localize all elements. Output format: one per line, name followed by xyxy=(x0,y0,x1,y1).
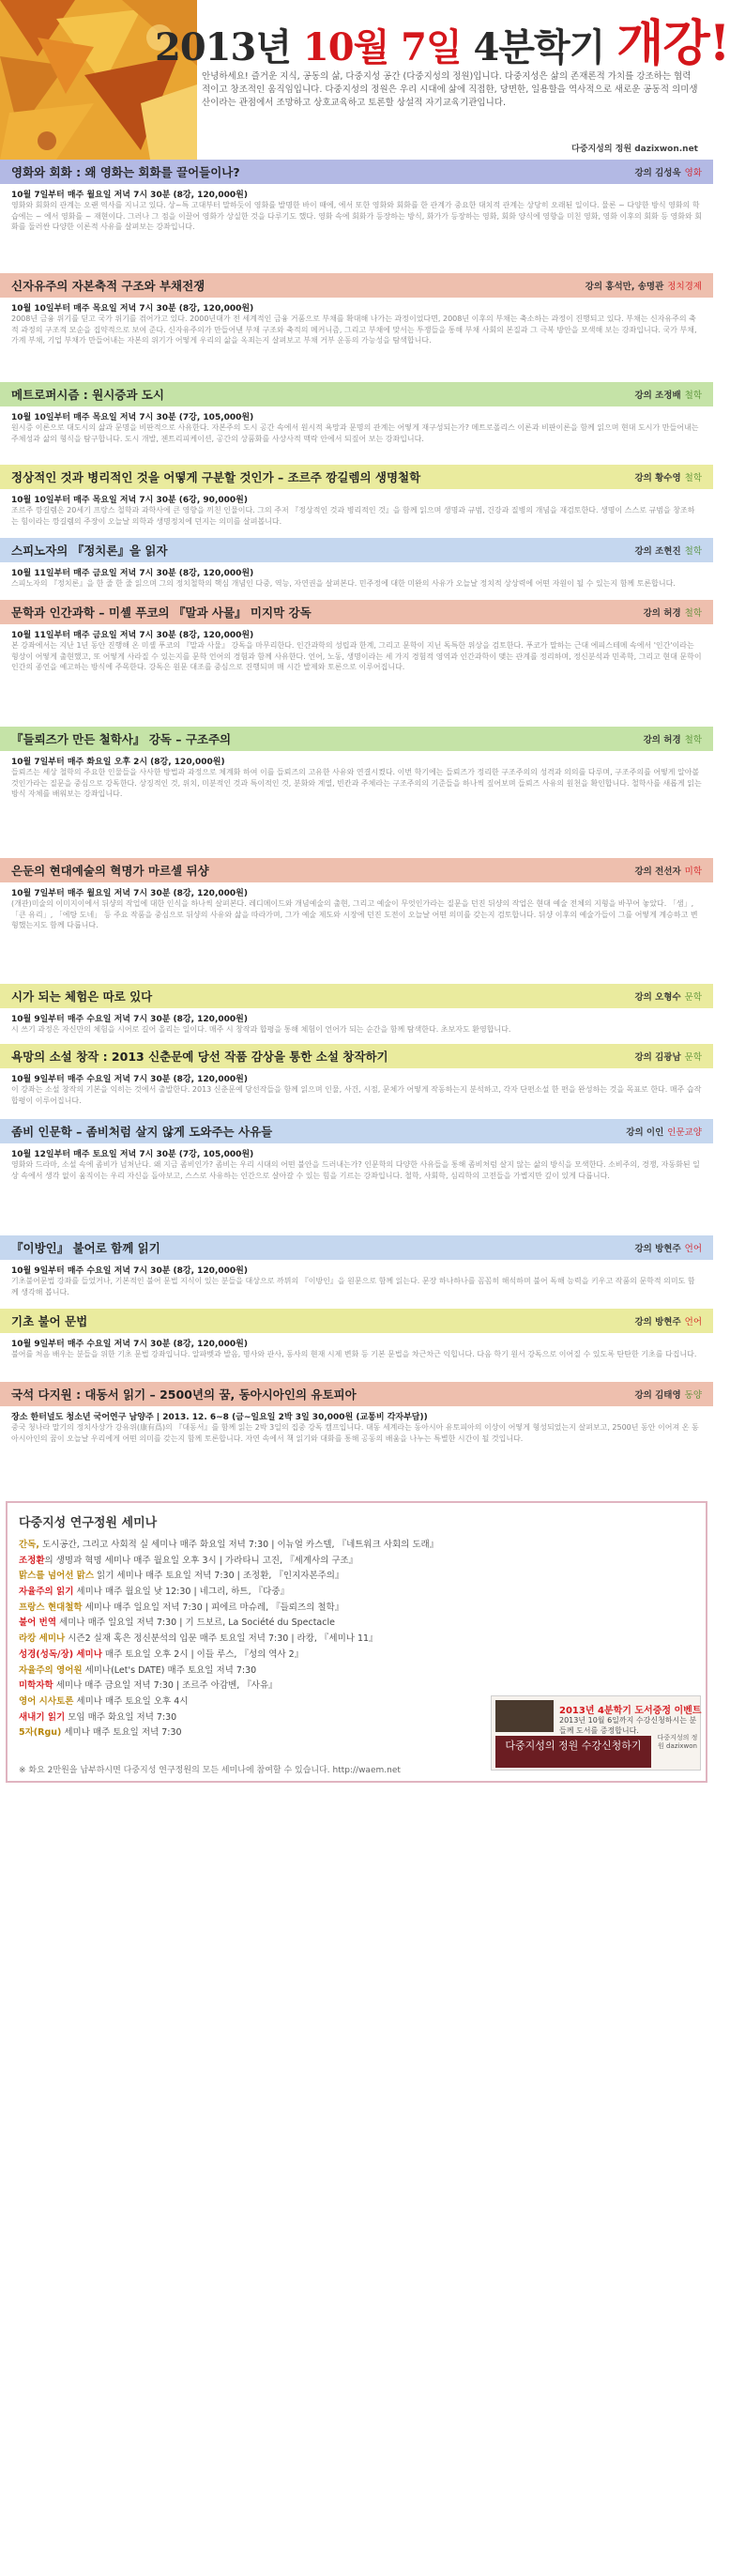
seminar-detail: 의 생명과 혁명 세미나 매주 월요일 오후 3시 | 가라타니 고진, 『세계사의 구조』 xyxy=(44,1555,358,1566)
book-image xyxy=(495,1700,554,1732)
course-section xyxy=(0,160,713,267)
course-category: 동양 xyxy=(684,1390,702,1401)
course-description: 불어를 처음 배우는 분들을 위한 기초 문법 강좌입니다. 알파벳과 발음, 명사와 관사, 동사의 현재 시제 변화 등 기본 문법을 차근차근 익힙니다. 다음 학기 원서 강독으로 이어질 수 있도록 탄탄한 기초를 다집니다. xyxy=(11,1350,697,1358)
course-schedule: 10월 7일부터 매주 월요일 저녁 7시 30분 (8강, 120,000원) xyxy=(11,191,248,200)
course-description: 조르주 깡길렘은 20세기 프랑스 철학과 과학사에 큰 영향을 끼친 인물이다. 그의 주저 『정상적인 것과 병리적인 것』을 함께 읽으며 생명과 규범, 건강과 질병의 개념을 재검토한다. 생명이 스스로 규범을 창조하는 힘이라는 깡길렘의 주장이 오늘날 의학과 생명정치에 던지는 의미를 살펴봅니다. xyxy=(11,506,695,526)
course-description: 본 강좌에서는 지난 1년 동안 진행해 온 미셸 푸코의 『말과 사물』 강독을 마무리한다. 인간과학의 성립과 한계, 그리고 문학이 지닌 독특한 위상을 검토한다. 푸코가 말하는 근대 에피스테메 속에서 '인간'이라는 형상이 어떻게 출현했고, 또 어떻게 사라질 수 있는지를 문학 언어의 경험과 함께 사유한다. 언어, 노동, 생명이라는 세 가지 경험적 영역과 인간과학이 맺는 관계를 정리하며, 정신분석과 민족학, 그리고 현대 문학이 인간의 종언을 예고하는 방식에 주목한다. 강독은 원문 대조를 중심으로 진행되며 매 시간 발제와 토론으로 이루어집니다. xyxy=(11,641,702,671)
course-instructor: 강의 조정배 철학 xyxy=(634,391,702,401)
course-header[interactable] xyxy=(0,538,713,562)
course-schedule: 10월 10일부터 매주 목요일 저녁 7시 30분 (6강, 90,000원) xyxy=(11,496,248,505)
seminar-name: 성경(성독/장) 세미나 xyxy=(19,1648,102,1660)
event-title: 2013년 4분학기 도서증정 이벤트 xyxy=(559,1706,702,1716)
course-description: (개관)미술의 이미지이에서 뒤샹의 작업에 대한 인식을 하나씩 살펴본다. 레디메이드와 개념예술의 출현, 그리고 예술이 무엇인가라는 질문을 던진 뒤샹의 작업은 현대 예술 전체의 지형을 바꾸어 놓았다. 「샘」, 「큰 유리」, 「에탕 도네」 등 주요 작품을 중심으로 뒤샹의 사유와 삶을 따라가며, 그가 예술 제도와 시장에 던진 도전이 오늘날 어떤 의미를 갖는지 검토합니다. 뒤샹 이후의 예술가들이 그를 어떻게 계승하고 변형했는지도 함께 다룹니다. xyxy=(11,899,698,929)
seminar-name: 새내기 읽기 xyxy=(19,1711,66,1723)
course-header[interactable] xyxy=(0,382,713,406)
course-section xyxy=(0,382,713,458)
course-category: 문학 xyxy=(684,992,702,1003)
seminar-detail: 세미나 매주 일요일 저녁 7:30 | 기 드보르, La Société du Spectacle xyxy=(56,1618,335,1629)
course-category: 정치경제 xyxy=(667,282,702,292)
course-category: 철학 xyxy=(684,391,702,401)
seminar-item[interactable] xyxy=(19,1694,479,1710)
course-header[interactable] xyxy=(0,1309,713,1333)
course-section xyxy=(0,1309,713,1375)
course-instructor: 강의 김성욱 영화 xyxy=(634,168,702,178)
course-header[interactable] xyxy=(0,160,713,184)
course-title[interactable]: 국석 다지원 : 대동서 읽기 – 2500년의 꿈, 동아시아인의 유토피아 xyxy=(11,1388,357,1402)
course-category: 철학 xyxy=(684,473,702,483)
course-schedule: 10월 11일부터 매주 금요일 저녁 7시 30분 (8강, 120,000원) xyxy=(11,569,254,578)
seminar-detail: 매주 토요일 오후 2시 | 이들 루스, 『성의 역사 2』 xyxy=(101,1648,304,1660)
seminar-name: 미학자학 xyxy=(19,1680,53,1692)
course-category: 철학 xyxy=(684,546,702,557)
seminar-name: 간독, xyxy=(19,1540,39,1550)
course-section xyxy=(0,1119,713,1229)
seminar-name: 자율주의 읽기 xyxy=(19,1587,74,1598)
course-schedule: 10월 9일부터 매주 수요일 저녁 7시 30분 (8강, 120,000원) xyxy=(11,1266,248,1276)
course-category: 미학 xyxy=(684,866,702,877)
course-title[interactable]: 정상적인 것과 병리적인 것을 어떻게 구분할 것인가 – 조르주 깡길렘의 생명철학 xyxy=(11,470,421,484)
course-instructor: 강의 허경 철학 xyxy=(643,608,702,619)
course-description: 시 쓰기 과정은 자신만의 체험을 시어로 길어 올리는 일이다. 매주 시 창작과 합평을 통해 체험이 언어가 되는 순간을 함께 탐색한다. 초보자도 환영합니다. xyxy=(11,1025,511,1034)
seminar-detail: 세미나 매주 일요일 저녁 7:30 | 피에르 마슈레, 『들뢰즈의 철학』 xyxy=(82,1602,344,1613)
course-title[interactable]: 『이방인』 불어로 함께 읽기 xyxy=(11,1241,160,1255)
course-header[interactable] xyxy=(0,1235,713,1260)
course-title[interactable]: 신자유주의 자본축적 구조와 부채전쟁 xyxy=(11,279,205,293)
course-schedule: 10월 9일부터 매주 수요일 저녁 7시 30분 (8강, 120,000원) xyxy=(11,1075,248,1084)
course-section xyxy=(0,727,713,851)
seminar-item[interactable] xyxy=(19,1600,479,1616)
course-schedule: 10월 7일부터 매주 월요일 저녁 7시 30분 (8강, 120,000원) xyxy=(11,889,248,898)
seminar-name: 5자(Rgu) xyxy=(19,1727,62,1739)
course-description: 중국 청나라 말기의 정치사상가 강유위(康有爲)의 『대동서』를 함께 읽는 2박 3일의 집중 강독 캠프입니다. 대동 세계라는 동아시아 유토피아의 이상이 어떻게 형성되었는지 살펴보고, 2500년 동안 이어져 온 동아시아인의 꿈이 오늘날 우리에게 어떤 의미를 갖는지 함께 토론합니다. 자연 속에서 책 읽기와 대화를 통해 공동의 배움을 나누는 특별한 시간이 될 것입니다. xyxy=(11,1423,699,1443)
course-instructor: 강의 홍석만, 송명관 정치경제 xyxy=(585,282,702,292)
seminar-name: 불어 번역 xyxy=(19,1618,57,1629)
course-instructor: 강의 방현주 언어 xyxy=(634,1317,702,1327)
course-title[interactable]: 『들뢰즈가 만든 철학사』 강독 – 구조주의 xyxy=(11,732,232,746)
seminar-detail: 세미나(Let's DATE) 매주 토요일 저녁 7:30 xyxy=(82,1664,257,1676)
seminar-item[interactable] xyxy=(19,1615,479,1631)
course-title[interactable]: 은둔의 현대예술의 혁명가 마르셀 뒤샹 xyxy=(11,864,209,878)
seminar-item[interactable] xyxy=(19,1631,479,1647)
course-header[interactable] xyxy=(0,858,713,882)
course-section xyxy=(0,538,713,593)
seminar-list xyxy=(19,1537,479,1740)
course-instructor: 강의 오형수 문학 xyxy=(634,992,702,1003)
course-category: 영화 xyxy=(684,168,702,178)
course-instructor: 강의 조현진 철학 xyxy=(634,546,702,557)
course-instructor: 강의 전선자 미학 xyxy=(634,866,702,877)
course-title[interactable]: 문학과 인간과학 – 미셸 푸코의 『말과 사물』 미지막 강독 xyxy=(11,606,312,620)
course-schedule: 10월 10일부터 매주 목요일 저녁 7시 30분 (8강, 120,000원) xyxy=(11,304,254,314)
course-category: 언어 xyxy=(684,1244,702,1254)
course-title[interactable]: 영화와 회화 : 왜 영화는 회화를 끌어들이나? xyxy=(11,165,240,179)
course-instructor: 강의 김광남 문학 xyxy=(634,1052,702,1063)
course-header[interactable] xyxy=(0,465,713,489)
course-header[interactable] xyxy=(0,1382,713,1406)
course-instructor: 강의 이인 인문교양 xyxy=(626,1127,702,1138)
course-header[interactable] xyxy=(0,1044,713,1068)
seminar-footnote: ※ 화요 2만원을 납부하시면 다중지성 연구정원의 모든 세미나에 참여할 수 있습니다. http://waem.net xyxy=(19,1766,401,1775)
course-description: 영화와 회화의 관계는 오랜 역사를 지니고 있다. 상~특 고대부터 말하듯이 영화를 발명한 바이 때에, 에서 또한 영화와 회화를 한 관계가 중요한 대치적 관계는 상당히 오래된 일이다. 물론 ~ 다양한 방식 영화의 학습에는 ~ 에서 영화를 ~ 재현이다. 그러나 그 점을 이끌어 영화가 상실한 것을 다루기도 했다. 영화 속에 회화가 등장하는 방식, 화가가 등장하는 영화, 회화 양식에 영향을 미친 영화, 영화 이후의 회화 등 영화와 회화를 둘러싼 다양한 이론적 사유를 살펴보는 강좌입니다. xyxy=(11,201,702,231)
seminar-name: 맑스를 넘어선 맑스 xyxy=(19,1571,95,1582)
course-schedule: 10월 9일부터 매주 수요일 저녁 7시 30분 (8강, 120,000원) xyxy=(11,1340,248,1349)
seminar-name: 프랑스 현대철학 xyxy=(19,1602,83,1613)
course-title[interactable]: 메트로퍼시즘 : 원시증과 도시 xyxy=(11,388,164,402)
seminar-detail: 세미나 매주 금요일 저녁 7:30 | 조르주 아감벤, 『사유』 xyxy=(53,1680,278,1692)
course-schedule: 10월 12일부터 매주 토요일 저녁 7시 30분 (7강, 105,000원) xyxy=(11,1150,254,1159)
seminar-detail: 세미나 매주 월요일 낮 12:30 | 네그리, 하트, 『다중』 xyxy=(73,1587,290,1598)
course-title[interactable]: 시가 되는 체험은 따로 있다 xyxy=(11,989,153,1004)
course-schedule: 10월 10일부터 매주 목요일 저녁 7시 30분 (7강, 105,000원) xyxy=(11,413,254,422)
seminar-detail: 읽기 세미나 매주 토요일 저녁 7:30 | 조정환, 『인지자본주의』 xyxy=(94,1571,344,1582)
intro-text: 안녕하세요! 즐거운 지식, 공동의 삶, 다중지성 공간 (다중지성의 정원)입니다. 다중지성은 삶의 존재론적 가치를 강조하는 협력적이고 창조적인 움직임입니다. 다중지성의 정원은 우리 시대에 삶에 직접한, 당면한, 일용할을 역사적으로 새로운 공동적 의미생산이라는 관점에서 조망하고 상호교육하고 토론할 상설적 자기교육기관입니다. xyxy=(202,71,698,108)
course-description: 들뢰즈는 세상 철학의 주요한 인물들을 사사한 방법과 과정으로 체계화 하여 이를 들뢰즈의 고유한 사유와 연결시켰다. 이번 학기에는 들뢰즈가 정리한 구조주의의 성격과 의의를 다루며, 구조주의를 어떻게 알아볼 것인가라는 질문을 중심으로 강독한다. 상징적인 것, 위치, 미분적인 것과 특이적인 것, 분화와 계열, 빈칸과 주체라는 구조주의의 기준들을 하나씩 짚어보며 들뢰즈 사유의 원천을 확인합니다. 철학사를 새롭게 읽는 방식 자체를 배워보는 강좌입니다. xyxy=(11,768,702,798)
seminar-detail: 시즌2 실재 혹은 정신분석의 입문 매주 토요일 저녁 7:30 | 라캉, 『세미나 11』 xyxy=(65,1633,378,1645)
seminar-item[interactable] xyxy=(19,1568,479,1584)
course-instructor: 강의 황수영 철학 xyxy=(634,473,702,483)
event-text: 2013년 10월 6일까지 수강신청하시는 분들께 도서를 증정합니다. xyxy=(559,1716,697,1735)
register-button[interactable]: 다중지성의 정원 수강신청하기 xyxy=(495,1736,651,1768)
course-header[interactable] xyxy=(0,600,713,624)
course-schedule: 10월 7일부터 매주 화요일 오후 2시 (8강, 120,000원) xyxy=(11,758,225,767)
seminar-detail: 도시공간, 그리고 사회적 실 세미나 매주 화요일 저녁 7:30 | 이뉴얼 카스텔, 『네트워크 사회의 도래』 xyxy=(38,1540,439,1550)
course-title[interactable]: 좀비 인문학 – 좀비처럼 살지 않게 도와주는 사유들 xyxy=(11,1125,273,1139)
course-category: 문학 xyxy=(684,1052,702,1063)
course-section xyxy=(0,1235,713,1302)
seminar-box xyxy=(6,1501,707,1783)
course-title[interactable]: 스피노자의 『정치론』을 읽자 xyxy=(11,544,168,558)
course-section xyxy=(0,858,713,977)
seminar-name: 라캉 세미나 xyxy=(19,1633,66,1645)
seminar-item[interactable] xyxy=(19,1663,479,1679)
course-description: 2008년 금융 위기를 딛고 국가 위기를 겪어가고 있다. 2000년대가 전 세계적인 금융 거품으로 부채를 확대해 나가는 과정이었다면, 2008년 이후의 부채는 축소하는 과정이 진행되고 있다. 부채는 신자유주의 축적 과정의 구조적 모순을 집약적으로 보여 준다. 신자유주의가 만들어낸 부채 구조와 축적의 메커니즘, 그리고 부채에 맞서는 투쟁들을 통해 부채 사회의 본질과 그 극복 방안을 모색해 보는 강좌입니다. 국가 부채, 가계 부채, 기업 부채가 만들어내는 자본의 위기가 어떻게 우리의 삶을 옥죄는지 살펴보고 부채 거부 운동의 가능성을 탐색합니다. xyxy=(11,314,697,345)
page-title: 2013년 10월 7일 4분학기 개강! xyxy=(155,15,730,72)
course-section xyxy=(0,1382,713,1488)
course-title[interactable]: 기초 불어 문법 xyxy=(11,1314,88,1328)
course-schedule: 장소 한터널도 청소년 국어연구 남양주 | 2013. 12. 6~8 (금~일요일 2박 3일 30,000원 (교통비 각자부담)) xyxy=(11,1413,428,1422)
course-description: 스피노자의 『정치론』을 한 줄 한 줄 읽으며 그의 정치철학의 핵심 개념인 다중, 역능, 자연권을 살펴본다. 민주정에 대한 미완의 사유가 오늘날 정치적 상상력에 어떤 자원이 될 수 있는지 함께 토론합니다. xyxy=(11,579,676,588)
course-header[interactable] xyxy=(0,984,713,1008)
course-description: 이 강좌는 소설 창작의 기본을 익히는 것에서 출발한다. 2013 신춘문예 당선작들을 함께 읽으며 인물, 사건, 시점, 문체가 어떻게 작동하는지 분석하고, 각자 단편소설 한 편을 완성하는 것을 목표로 한다. 매주 습작 합평이 이루어집니다. xyxy=(11,1085,702,1105)
course-header[interactable] xyxy=(0,273,713,298)
course-section xyxy=(0,465,713,531)
course-header[interactable] xyxy=(0,1119,713,1143)
hero-banner xyxy=(0,0,730,160)
course-description: 기초불어문법 강좌를 들었거나, 기본적인 불어 문법 지식이 있는 분들을 대상으로 까뮈의 『이방인』을 원문으로 함께 읽는다. 문장 하나하나를 꼼꼼히 해석하며 불어 독해 능력을 키우고 작품의 문학적 의미도 함께 생각해 봅니다. xyxy=(11,1277,695,1296)
seminar-detail: 세미나 매주 토요일 저녁 7:30 xyxy=(61,1727,182,1739)
course-section xyxy=(0,984,713,1037)
logo: 다중지성의 정원 dazixwon xyxy=(657,1734,698,1750)
course-instructor: 강의 허경 철학 xyxy=(643,735,702,745)
seminar-item[interactable] xyxy=(19,1537,479,1553)
seminar-item[interactable] xyxy=(19,1678,479,1694)
course-section xyxy=(0,273,713,376)
seminar-item[interactable] xyxy=(19,1710,479,1725)
seminar-item[interactable] xyxy=(19,1647,479,1663)
course-schedule: 10월 11일부터 매주 금요일 저녁 7시 30분 (8강, 120,000원) xyxy=(11,631,254,640)
course-description: 영화와 드라마, 소설 속에 좀비가 넘쳐난다. 왜 지금 좀비인가? 좀비는 우리 시대의 어떤 불안을 드러내는가? 인문학의 다양한 사유들을 통해 좀비처럼 살지 않는 삶의 방식을 모색한다. 소비주의, 경쟁, 자동화된 일상 속에서 생각 없이 움직이는 우리 자신을 돌아보고, 스스로 사유하는 인간으로 살아갈 수 있는 힘을 기르는 강좌입니다. 철학, 사회학, 심리학의 고전들을 가볍지만 깊이 있게 다룹니다. xyxy=(11,1160,700,1180)
course-section xyxy=(0,600,713,720)
course-title[interactable]: 욕망의 소설 창작 : 2013 신춘문예 당선 작품 감상을 통한 소설 창작하기 xyxy=(11,1050,388,1064)
course-list xyxy=(0,160,713,1488)
seminar-detail: 세미나 매주 토요일 오후 4시 xyxy=(73,1695,189,1707)
seminar-title: 다중지성 연구정원 세미나 xyxy=(19,1516,158,1530)
course-category: 인문교양 xyxy=(667,1127,702,1138)
seminar-name: 영어 시사토론 xyxy=(19,1695,74,1707)
course-description: 원시증 이론으로 대도시의 삶과 문명을 비판적으로 사유한다. 자본주의 도시 공간 속에서 원시적 욕망과 문명의 관계는 어떻게 재구성되는가? 메트로폴리스 이론과 비판이론을 함께 읽으며 현대 도시가 만들어내는 주체성과 삶의 형식을 탐구합니다. 도시 개발, 젠트리피케이션, 공간의 상품화를 사상사적 맥락 안에서 되짚어 보는 강좌입니다. xyxy=(11,423,699,443)
seminar-item[interactable] xyxy=(19,1553,479,1569)
course-category: 철학 xyxy=(684,608,702,619)
course-instructor: 강의 김태영 동양 xyxy=(634,1390,702,1401)
seminar-item[interactable] xyxy=(19,1725,479,1740)
course-category: 언어 xyxy=(684,1317,702,1327)
seminar-detail: 모임 매주 화요일 저녁 7:30 xyxy=(65,1711,177,1723)
seminar-name: 자율주의 영어원 xyxy=(19,1664,83,1676)
course-instructor: 강의 방현주 언어 xyxy=(634,1244,702,1254)
event-banner[interactable] xyxy=(491,1695,701,1771)
course-section xyxy=(0,1044,713,1112)
course-header[interactable] xyxy=(0,727,713,751)
course-category: 철학 xyxy=(684,735,702,745)
seminar-item[interactable] xyxy=(19,1584,479,1600)
seminar-name: 조정환 xyxy=(19,1555,45,1566)
course-schedule: 10월 9일부터 매주 수요일 저녁 7시 30분 (8강, 120,000원) xyxy=(11,1015,248,1024)
signature: 다중지성의 정원 dazixwon.net xyxy=(571,145,698,154)
